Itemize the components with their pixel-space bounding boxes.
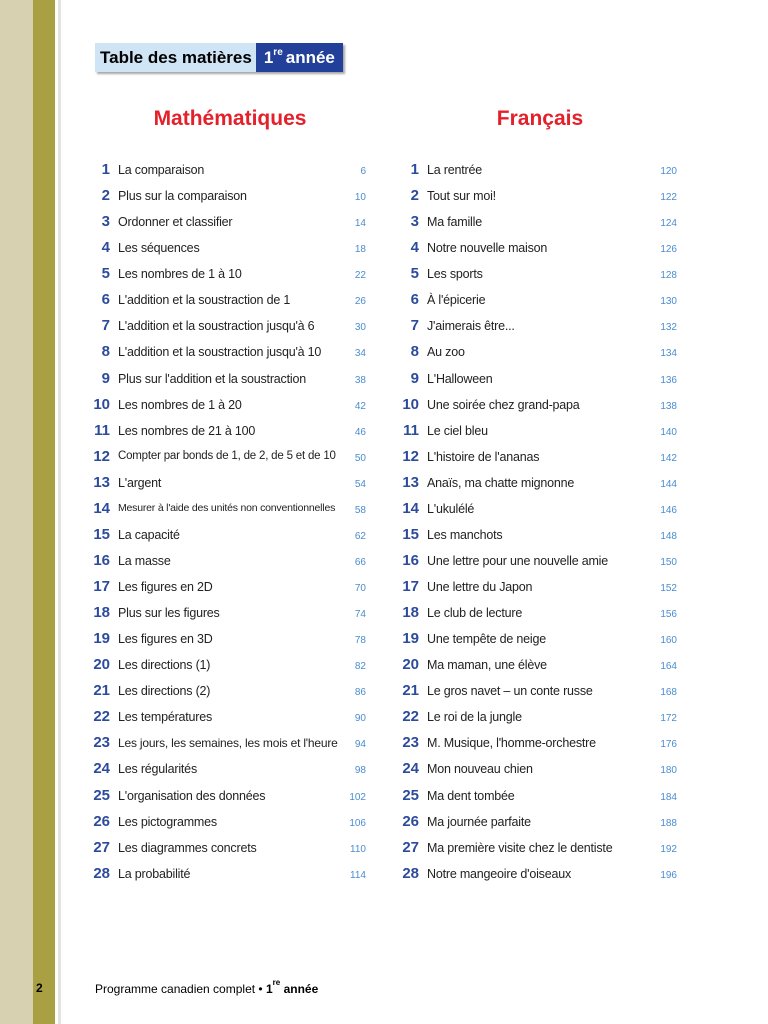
chapter-title: L'histoire de l'ananas <box>427 449 540 464</box>
margin-stripe-olive <box>33 0 55 1024</box>
chapter-number: 7 <box>101 317 110 335</box>
math-toc-item[interactable] <box>90 393 370 419</box>
chapter-number: 27 <box>93 838 110 856</box>
chapter-number: 4 <box>101 239 110 257</box>
chapter-title: L'ukulélé <box>427 501 475 516</box>
math-toc-item[interactable] <box>90 549 370 575</box>
math-toc-item[interactable] <box>90 288 370 314</box>
chapter-number: 5 <box>101 265 110 283</box>
french-toc-item[interactable] <box>399 445 681 471</box>
chapter-title: Une tempête de neige <box>427 632 547 647</box>
chapter-page: 192 <box>660 843 677 855</box>
chapter-title: Ma dent tombée <box>427 788 515 803</box>
chapter-number: 8 <box>410 343 419 361</box>
chapter-number: 10 <box>93 395 110 413</box>
chapter-page: 164 <box>660 661 677 673</box>
chapter-page: 148 <box>660 530 677 542</box>
math-toc-item[interactable] <box>90 340 370 366</box>
chapter-title: Ma première visite chez le dentiste <box>427 840 613 855</box>
chapter-number: 24 <box>93 760 110 778</box>
chapter-title: L'argent <box>118 475 162 490</box>
chapter-page: 144 <box>660 478 677 490</box>
chapter-page: 62 <box>354 530 366 542</box>
chapter-title: Les séquences <box>118 241 200 256</box>
math-toc-item[interactable] <box>90 731 370 757</box>
french-toc-item[interactable] <box>399 497 681 523</box>
chapter-number: 2 <box>410 187 419 205</box>
toc-header-grade <box>256 43 343 72</box>
french-toc-item[interactable] <box>399 653 681 679</box>
chapter-page: 90 <box>354 713 366 725</box>
chapter-page: 168 <box>660 687 677 699</box>
footer-page-number: 2 <box>36 981 43 995</box>
chapter-title: Plus sur les figures <box>118 606 220 621</box>
chapter-page: 50 <box>354 452 366 464</box>
footer-grade-superscript: re <box>272 978 281 987</box>
chapter-number: 9 <box>101 369 110 387</box>
french-column-title: Français <box>496 107 584 130</box>
chapter-title: Ma famille <box>427 215 482 230</box>
french-toc-list <box>399 158 681 888</box>
chapter-title: Les pictogrammes <box>118 814 217 829</box>
chapter-number: 3 <box>410 213 419 231</box>
chapter-page: 54 <box>354 478 366 490</box>
chapter-page: 98 <box>354 765 366 777</box>
chapter-title: La probabilité <box>118 866 191 881</box>
chapter-number: 13 <box>402 473 419 491</box>
french-toc-item[interactable] <box>399 549 681 575</box>
chapter-number: 1 <box>101 161 110 178</box>
french-toc-item[interactable] <box>399 184 681 210</box>
chapter-title: La comparaison <box>118 163 205 177</box>
chapter-number: 8 <box>101 343 110 361</box>
chapter-title: Au zoo <box>427 345 465 360</box>
chapter-page: 136 <box>660 374 677 386</box>
toc-header-tab <box>95 43 343 72</box>
chapter-title: Le ciel bleu <box>427 423 488 438</box>
chapter-title: Ma maman, une élève <box>427 658 547 673</box>
chapter-number: 16 <box>93 551 110 569</box>
chapter-title: Ordonner et classifier <box>118 215 233 230</box>
french-toc-item[interactable] <box>399 862 681 888</box>
chapter-title: La rentrée <box>427 163 482 177</box>
chapter-title: Les directions (2) <box>118 684 211 699</box>
chapter-title: Les régularités <box>118 762 197 777</box>
chapter-number: 11 <box>403 421 419 439</box>
chapter-title: Une soirée chez grand-papa <box>427 397 580 412</box>
chapter-page: 82 <box>354 661 366 673</box>
chapter-number: 13 <box>93 473 110 491</box>
french-toc-item[interactable] <box>399 340 681 366</box>
chapter-title: L'addition et la soustraction de 1 <box>118 293 291 308</box>
chapter-title: Notre mangeoire d'oiseaux <box>427 866 571 881</box>
french-toc-item[interactable] <box>399 314 681 340</box>
chapter-title: Les manchots <box>427 527 503 542</box>
chapter-number: 18 <box>93 604 110 622</box>
chapter-number: 5 <box>410 265 419 283</box>
chapter-number: 28 <box>402 864 419 882</box>
chapter-page: 42 <box>354 400 366 412</box>
chapter-page: 124 <box>660 218 677 230</box>
chapter-page: 172 <box>660 713 677 725</box>
math-toc-list <box>90 158 370 888</box>
chapter-page: 66 <box>354 556 366 568</box>
chapter-page: 10 <box>354 192 366 204</box>
chapter-number: 22 <box>402 708 419 726</box>
chapter-number: 7 <box>410 317 419 335</box>
chapter-title: L'addition et la soustraction jusqu'à 10 <box>118 345 322 360</box>
chapter-page: 30 <box>354 322 366 334</box>
chapter-page: 122 <box>660 192 677 204</box>
chapter-number: 27 <box>402 838 419 856</box>
math-toc-item[interactable] <box>90 262 370 288</box>
chapter-title: Notre nouvelle maison <box>427 241 548 256</box>
french-toc-item[interactable] <box>399 523 681 549</box>
math-toc-item[interactable] <box>90 367 370 393</box>
french-toc-item[interactable] <box>399 705 681 731</box>
chapter-title: À l'épicerie <box>427 293 486 308</box>
chapter-title: Les sports <box>427 267 483 282</box>
math-toc-item[interactable] <box>90 679 370 705</box>
chapter-page: 146 <box>660 504 677 516</box>
chapter-title: Les figures en 3D <box>118 632 213 647</box>
chapter-page: 22 <box>354 270 366 282</box>
chapter-title: Tout sur moi! <box>427 189 496 204</box>
chapter-number: 18 <box>402 604 419 622</box>
chapter-number: 21 <box>93 682 110 700</box>
chapter-number: 14 <box>402 499 419 517</box>
chapter-number: 17 <box>93 578 110 595</box>
chapter-title: Le roi de la jungle <box>427 710 522 725</box>
math-toc-item[interactable] <box>90 575 370 601</box>
french-toc-item[interactable] <box>399 236 681 262</box>
chapter-title: Une lettre du Japon <box>427 580 533 594</box>
chapter-title: Les figures en 2D <box>118 580 213 594</box>
chapter-page: 14 <box>354 218 366 230</box>
toc-header-title: Table des matières <box>95 43 256 72</box>
chapter-title: Plus sur l'addition et la soustraction <box>118 371 306 386</box>
chapter-page: 102 <box>349 791 366 803</box>
math-toc-item[interactable] <box>90 862 370 888</box>
math-toc-item[interactable] <box>90 757 370 783</box>
chapter-number: 16 <box>402 551 419 569</box>
math-toc-item[interactable] <box>90 810 370 836</box>
chapter-title: L'organisation des données <box>118 788 266 803</box>
french-toc-item[interactable] <box>399 810 681 836</box>
chapter-title: Les nombres de 1 à 10 <box>118 267 242 282</box>
chapter-page: 6 <box>360 166 366 177</box>
chapter-page: 70 <box>354 583 366 594</box>
chapter-number: 20 <box>402 656 419 674</box>
chapter-page: 114 <box>350 869 366 881</box>
french-toc-item[interactable] <box>399 679 681 705</box>
chapter-page: 94 <box>354 739 366 751</box>
chapter-page: 140 <box>660 426 677 438</box>
footer-text <box>95 978 319 996</box>
chapter-page: 180 <box>660 765 677 777</box>
chapter-page: 160 <box>660 635 677 647</box>
chapter-title: Mesurer à l'aide des unités non conventionnelles <box>118 501 336 514</box>
chapter-title: J'aimerais être... <box>427 319 515 334</box>
chapter-title: Ma journée parfaite <box>427 814 531 829</box>
chapter-title: La masse <box>118 553 171 568</box>
chapter-number: 20 <box>93 656 110 674</box>
math-toc-item[interactable] <box>90 419 370 445</box>
chapter-number: 23 <box>93 734 110 752</box>
french-toc-item[interactable] <box>399 262 681 288</box>
chapter-page: 176 <box>660 739 677 751</box>
chapter-title: Les nombres de 1 à 20 <box>118 397 242 412</box>
french-toc-item[interactable] <box>399 784 681 810</box>
chapter-title: Mon nouveau chien <box>427 762 533 777</box>
french-toc-item[interactable] <box>399 158 681 184</box>
chapter-page: 18 <box>354 244 366 256</box>
footer-grade <box>265 978 319 996</box>
chapter-number: 23 <box>402 734 419 752</box>
chapter-title: Les nombres de 21 à 100 <box>118 423 256 438</box>
chapter-page: 188 <box>660 817 677 829</box>
chapter-number: 21 <box>402 682 419 700</box>
chapter-title: Une lettre pour une nouvelle amie <box>427 553 609 568</box>
chapter-number: 12 <box>402 447 419 465</box>
chapter-number: 25 <box>402 786 419 804</box>
chapter-page: 134 <box>660 348 677 360</box>
math-toc-item[interactable] <box>90 705 370 731</box>
math-toc-item[interactable] <box>90 784 370 810</box>
chapter-number: 17 <box>402 578 419 595</box>
grade-superscript: re <box>273 47 283 58</box>
french-toc-item[interactable] <box>399 419 681 445</box>
chapter-page: 130 <box>660 296 677 308</box>
chapter-number: 26 <box>93 812 110 830</box>
margin-stripe-line <box>58 0 61 1024</box>
math-toc-item[interactable] <box>90 158 370 184</box>
chapter-number: 2 <box>101 187 110 205</box>
chapter-title: L'Halloween <box>427 371 493 386</box>
math-toc-item[interactable] <box>90 836 370 862</box>
footer-program: Programme canadien complet • <box>95 982 263 996</box>
french-toc-item[interactable] <box>399 210 681 236</box>
math-toc-item[interactable] <box>90 236 370 262</box>
french-toc-item[interactable] <box>399 627 681 653</box>
chapter-page: 138 <box>660 400 677 412</box>
chapter-number: 9 <box>410 369 419 387</box>
chapter-page: 156 <box>660 609 677 621</box>
chapter-page: 46 <box>354 426 366 438</box>
french-toc-item[interactable] <box>399 471 681 497</box>
chapter-number: 12 <box>93 447 110 465</box>
chapter-page: 78 <box>354 635 366 647</box>
chapter-number: 19 <box>93 630 110 648</box>
chapter-number: 24 <box>402 760 419 778</box>
french-toc-item[interactable] <box>399 601 681 627</box>
chapter-page: 34 <box>354 348 366 360</box>
chapter-number: 15 <box>402 525 419 543</box>
chapter-title: Anaïs, ma chatte mignonne <box>427 475 575 490</box>
chapter-page: 26 <box>354 296 366 308</box>
footer-grade-word: année <box>283 982 319 996</box>
chapter-number: 25 <box>93 786 110 804</box>
chapter-page: 132 <box>660 322 677 334</box>
chapter-title: Les directions (1) <box>118 658 211 673</box>
chapter-page: 196 <box>660 869 677 881</box>
chapter-page: 106 <box>349 817 366 829</box>
math-toc-item[interactable] <box>90 523 370 549</box>
math-toc-item[interactable] <box>90 653 370 679</box>
math-toc-item[interactable] <box>90 497 370 523</box>
chapter-title: Les diagrammes concrets <box>118 840 257 855</box>
chapter-page: 150 <box>660 556 677 568</box>
chapter-title: Les températures <box>118 710 213 725</box>
french-toc-item[interactable] <box>399 731 681 757</box>
chapter-number: 14 <box>93 499 110 517</box>
math-toc-item[interactable] <box>90 471 370 497</box>
chapter-page: 126 <box>660 244 677 256</box>
chapter-number: 6 <box>101 291 110 309</box>
chapter-title: L'addition et la soustraction jusqu'à 6 <box>118 319 315 334</box>
chapter-page: 38 <box>354 374 366 386</box>
french-toc-item[interactable] <box>399 575 681 601</box>
chapter-page: 86 <box>354 687 366 699</box>
chapter-title: La capacité <box>118 527 180 542</box>
chapter-number: 3 <box>101 213 110 231</box>
french-toc-item[interactable] <box>399 836 681 862</box>
math-toc-item[interactable] <box>90 445 370 471</box>
french-toc-item[interactable] <box>399 757 681 783</box>
footer-grade-number: 1 <box>265 982 273 996</box>
chapter-title: Compter par bonds de 1, de 2, de 5 et de 10 <box>118 449 336 462</box>
chapter-page: 74 <box>354 609 366 621</box>
chapter-number: 19 <box>402 630 419 648</box>
chapter-page: 128 <box>660 270 677 282</box>
chapter-title: Plus sur la comparaison <box>118 189 247 204</box>
chapter-number: 28 <box>93 864 110 882</box>
chapter-number: 15 <box>93 525 110 543</box>
french-toc-item[interactable] <box>399 367 681 393</box>
chapter-page: 58 <box>354 504 366 516</box>
margin-stripe-beige <box>0 0 33 1024</box>
math-toc-item[interactable] <box>90 184 370 210</box>
chapter-page: 142 <box>660 452 677 464</box>
math-toc-item[interactable] <box>90 627 370 653</box>
chapter-number: 22 <box>93 708 110 726</box>
grade-number: 1 <box>263 47 274 67</box>
grade-word: année <box>285 47 335 67</box>
chapter-number: 1 <box>410 161 419 178</box>
french-toc-item[interactable] <box>399 288 681 314</box>
chapter-title: Le club de lecture <box>427 606 523 621</box>
chapter-number: 6 <box>410 291 419 309</box>
math-toc-item[interactable] <box>90 314 370 340</box>
chapter-title: M. Musique, l'homme-orchestre <box>427 736 596 751</box>
chapter-page: 120 <box>660 166 677 177</box>
chapter-number: 4 <box>410 239 419 257</box>
chapter-title: Les jours, les semaines, les mois et l'heure <box>118 736 338 751</box>
math-column-title: Mathématiques <box>153 107 307 130</box>
chapter-title: Le gros navet – un conte russe <box>427 684 593 699</box>
chapter-page: 184 <box>660 791 677 803</box>
french-toc-item[interactable] <box>399 393 681 419</box>
chapter-number: 26 <box>402 812 419 830</box>
math-toc-item[interactable] <box>90 210 370 236</box>
chapter-page: 110 <box>350 843 366 855</box>
chapter-number: 10 <box>402 395 419 413</box>
chapter-number: 11 <box>94 421 110 439</box>
math-toc-item[interactable] <box>90 601 370 627</box>
chapter-page: 152 <box>660 583 677 594</box>
